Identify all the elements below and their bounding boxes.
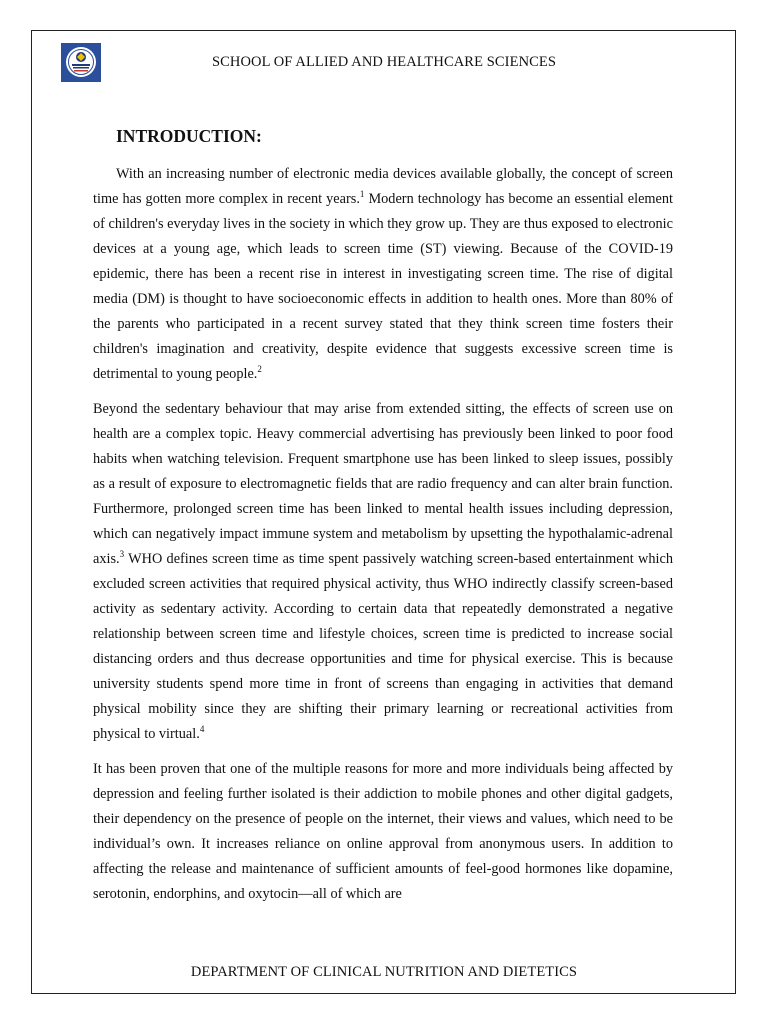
citation-ref: 2 — [257, 364, 262, 374]
citation-ref: 1 — [359, 189, 365, 199]
paragraph-text: Modern technology has become an essential element of children's everyday lives in the society in which they grow up. They are thus exposed to electronic devices at a young age, which leads to screen time (ST) viewing. Because of the COVID-19 epidemic, there has been a recent rise in interest in investigating screen time. The rise of digital media (DM) is thought to have socioeconomic effects in addition to health ones. More than 80% of the parents who participated in a recent survey stated that they think screen time fosters their children's imagination and creativity, despite evidence that suggests excessive screen time is detrimental to young people. — [93, 191, 673, 382]
document-body — [93, 162, 673, 917]
citation-ref: 4 — [199, 724, 205, 734]
paragraph-text: WHO defines screen time as time spent passively watching screen-based entertainment which excluded screen activities that required physical activity, thus WHO indirectly classify screen-based activity as sedentary activity. According to certain data that repeatedly demonstrated a negative relationship between screen time and lifestyle choices, screen time is predicted to increase social distancing orders and thus decrease opportunities and time for physical exercise. This is because university students spend more time in front of screens than engaging in activities that demand physical mobility since they are shifting their primary learning or recreational activities from physical to virtual. — [93, 551, 673, 742]
document-header: SCHOOL OF ALLIED AND HEALTHCARE SCIENCES — [211, 54, 557, 70]
paragraph — [93, 397, 673, 747]
paragraph — [93, 162, 673, 387]
paragraph-text: It has been proven that one of the multiple reasons for more and more individuals being affected by depression and feeling further isolated is their addiction to mobile phones and other digital gadgets, their dependency on the presence of people on the internet, their views and values, which need to be individual’s own. It increases reliance on online approval from anonymous users. In addition to affecting the release and maintenance of sufficient amounts of feel-good hormones like dopamine, serotonin, endorphins, and oxytocin—all of which are — [93, 761, 673, 902]
paragraph — [93, 757, 673, 907]
paragraph-text: With an increasing number of electronic media devices available globally, the concept of screen time has gotten more complex in recent years. — [93, 166, 673, 207]
paragraph-text: Beyond the sedentary behaviour that may arise from extended sitting, the effects of screen use on health are a complex topic. Heavy commercial advertising has previously been linked to poor food habits when watching television. Frequent smartphone use has been linked to sleep issues, possibly as a result of exposure to electromagnetic fields that are radio frequency and can alter brain function. Furthermore, prolonged screen time has been linked to mental health issues including depression, which can negatively impact immune system and metabolism by upsetting the hypothalamic-adrenal axis. — [93, 401, 673, 567]
citation-ref: 3 — [119, 549, 125, 559]
document-footer: DEPARTMENT OF CLINICAL NUTRITION AND DIETETICS — [190, 964, 578, 980]
section-title: INTRODUCTION: — [116, 126, 262, 146]
